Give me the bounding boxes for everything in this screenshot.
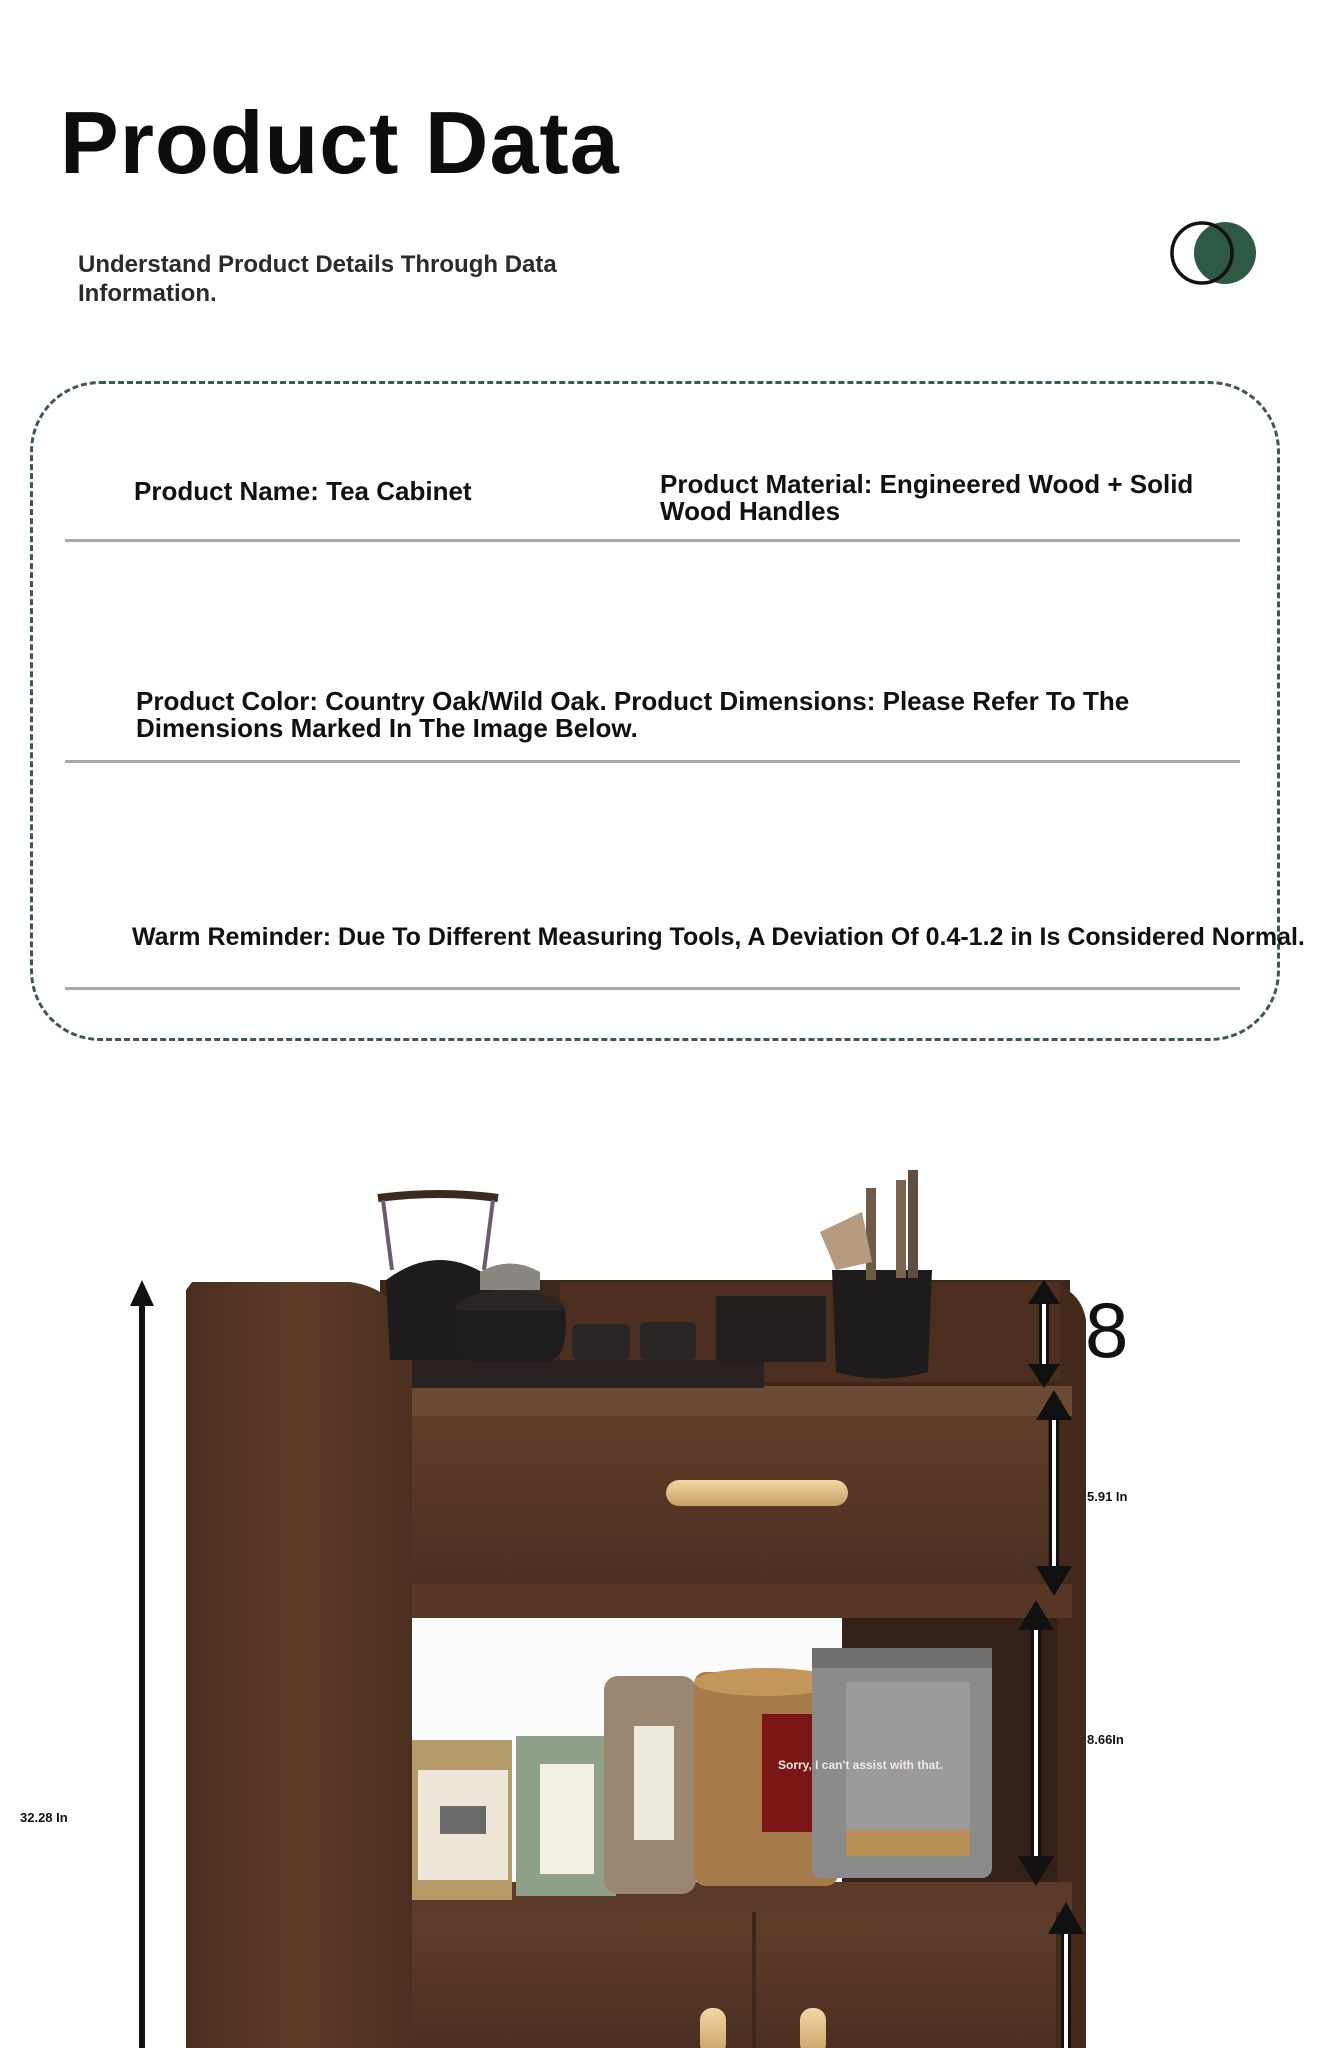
top-rail-label: 8 [1085,1286,1129,1374]
tea-cabinet-image [0,1100,1322,2048]
shelf-height-label: 8.66In [1087,1732,1124,1747]
overlapping-circles-icon [1166,220,1260,286]
page-subtitle: Understand Product Details Through Data Information. [78,251,557,307]
product-material: Product Material: Engineered Wood + Solid Wood Handles [660,469,1194,526]
divider [65,539,1240,542]
overlay-text: Sorry, I can't assist with that. [778,1758,943,1772]
divider [65,987,1240,990]
warm-reminder: Warm Reminder: Due To Different Measuring Tools, A Deviation Of 0.4-1.2 in Is Considered Normal. [132,923,1305,951]
total-height-label: 32.28 In [20,1810,68,1825]
drawer-height-label: 5.91 In [1087,1489,1128,1504]
page-title: Product Data [60,93,620,192]
divider [65,760,1240,763]
product-name: Product Name: Tea Cabinet [134,476,472,506]
product-color-dimensions: Product Color: Country Oak/Wild Oak. Product Dimensions: Please Refer To The Dimensions Marked In The Image Below. [136,686,1130,743]
